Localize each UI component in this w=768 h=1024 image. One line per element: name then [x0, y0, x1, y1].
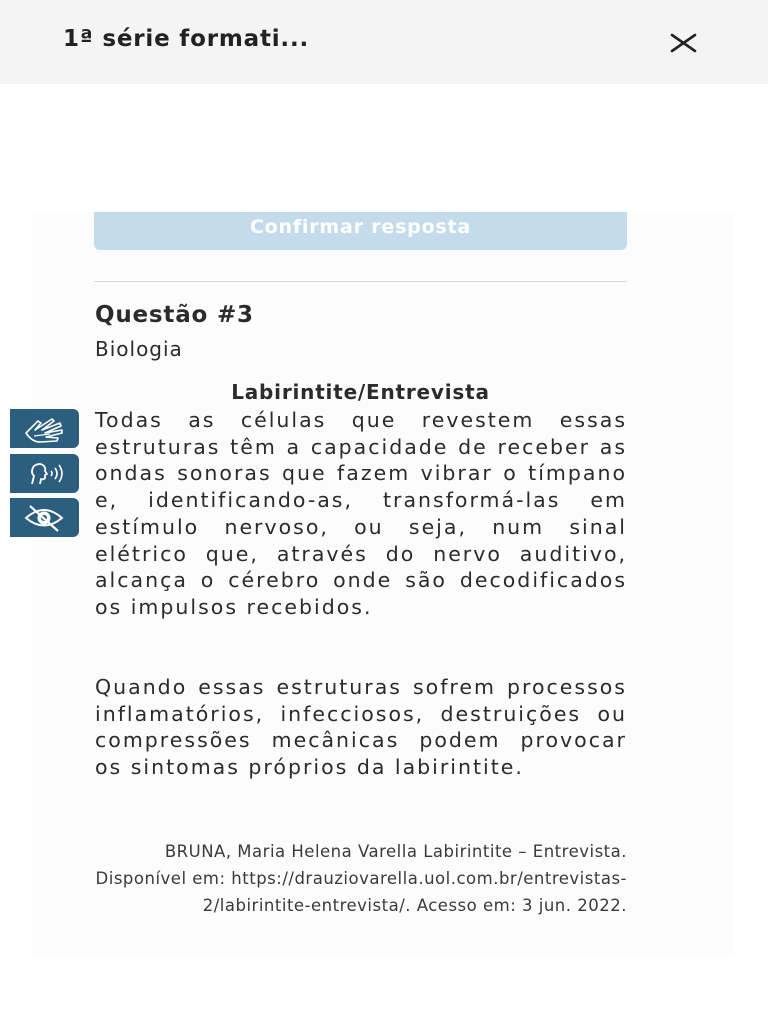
question-title: Questão #3 [95, 302, 254, 328]
text-title: Labirintite/Entrevista [231, 380, 490, 404]
sign-language-button[interactable] [10, 409, 79, 448]
question-subject: Biologia [95, 337, 183, 361]
close-icon[interactable] [666, 26, 700, 60]
divider [94, 281, 627, 282]
text-paragraph: Todas as células que revestem essas estruturas têm a capacidade de receber as ondas sonoras que fazem vibrar o tímpano e, identificando-as, transformá-las em estímulo nervoso, ou seja, num sinal elétrico que, através do nervo auditivo, alcança o cérebro onde são decodificados os impulsos recebidos. [95, 408, 627, 619]
top-bar [0, 0, 768, 84]
low-vision-icon [10, 498, 79, 537]
text-paragraph: Quando essas estruturas sofrem processos inflamatórios, infecciosos, destruições ou compressões mecânicas podem provocar os sintomas próprios da labirintite. [95, 675, 627, 780]
page-title: 1ª série formati... [63, 26, 310, 52]
sign-language-icon [10, 409, 79, 448]
confirm-answer-button[interactable]: Confirmar resposta [94, 212, 627, 250]
audio-description-button[interactable] [10, 454, 79, 493]
text-reference: BRUNA, Maria Helena Varella Labirintite – Entrevista. Disponível em: https://drauziovarella.uol.com.br/entrevistas-2/labirintite-entrevista/. Acesso em: 3 jun. 2022. [95, 842, 627, 915]
audio-description-icon [10, 454, 79, 493]
question-panel [32, 212, 735, 957]
low-vision-button[interactable] [10, 498, 79, 537]
